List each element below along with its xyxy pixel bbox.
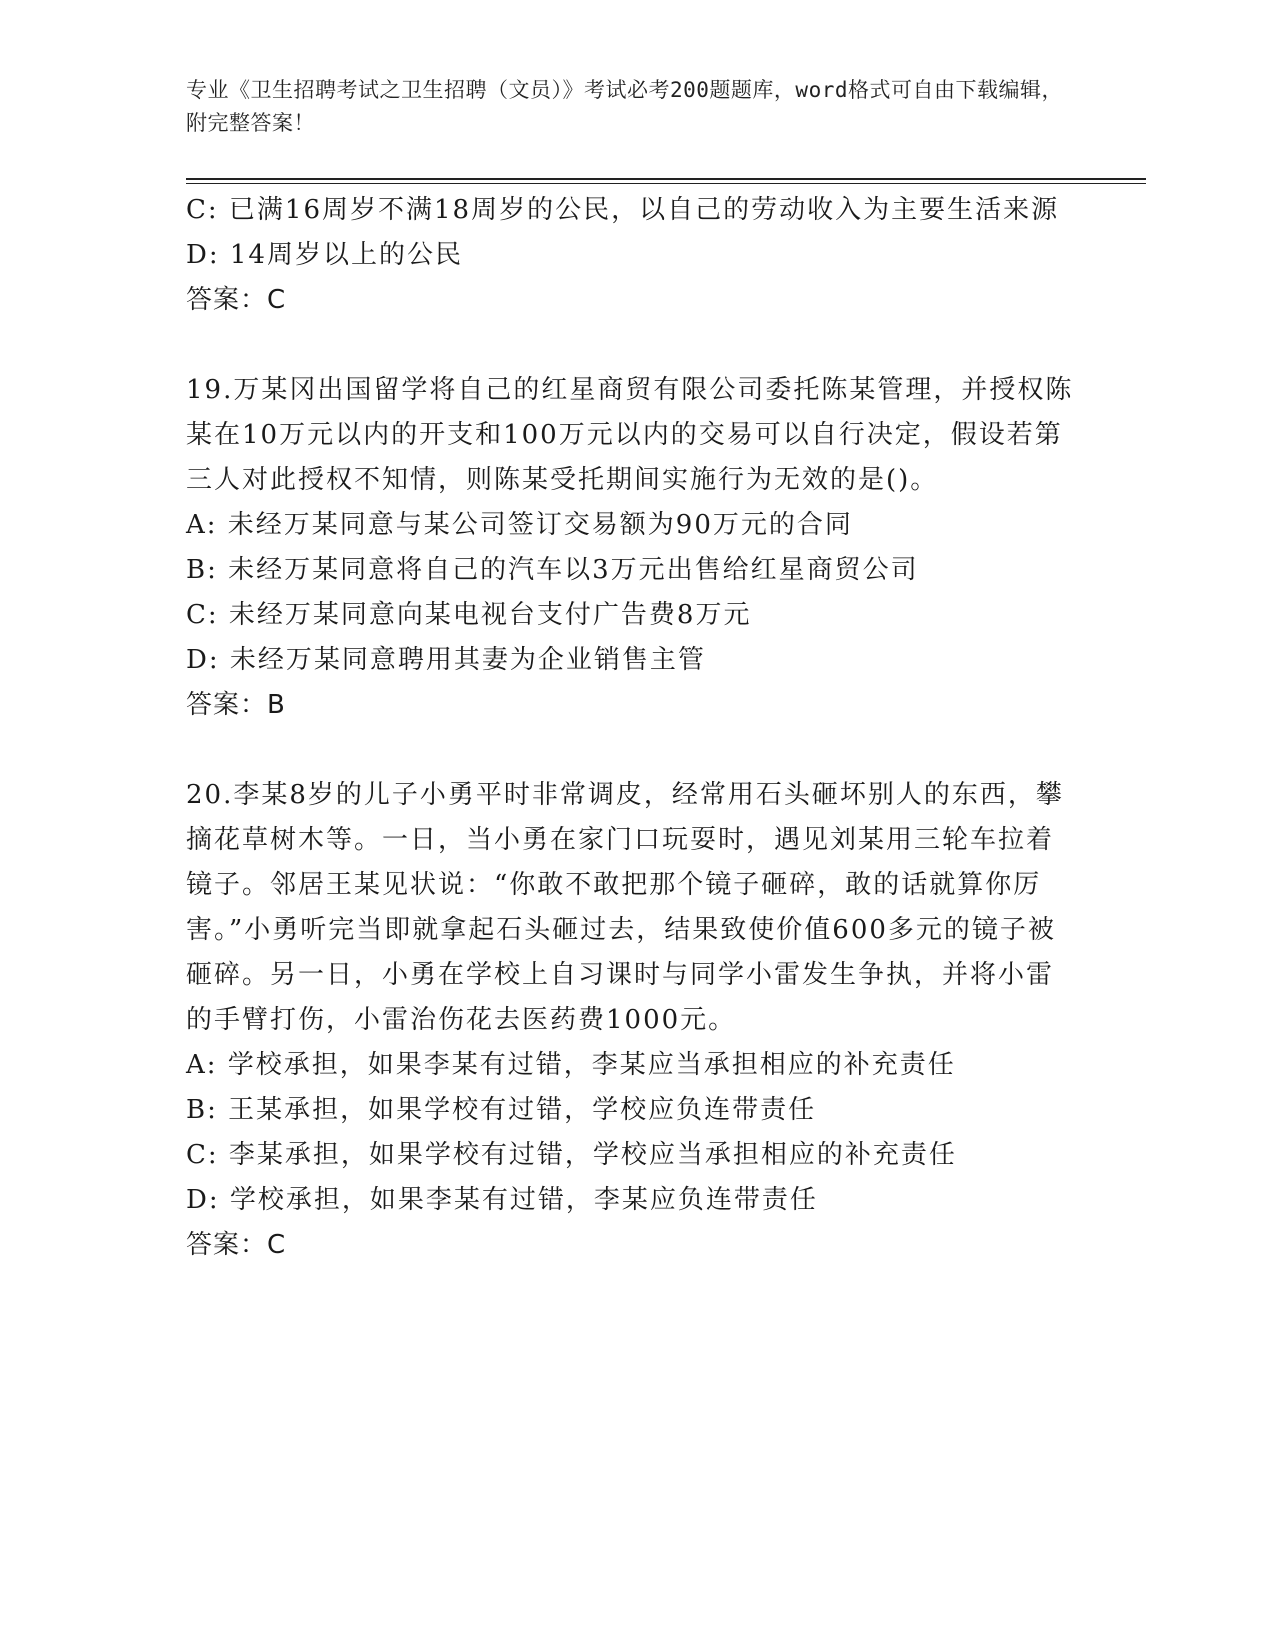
q20-option-b: B: 王某承担，如果学校有过错，学校应负连带责任 <box>186 1095 817 1125</box>
q18-answer: 答案：C <box>186 285 287 315</box>
header-text: 专业《卫生招聘考试之卫生招聘（文员）》考试必考200题题库，word格式可自由下载编辑，附完整答案！ <box>186 78 1063 135</box>
spacer <box>186 323 1076 368</box>
q19-answer: 答案：B <box>186 690 286 720</box>
question-20 <box>186 773 1076 1268</box>
q18-option-c: C: 已满16周岁不满18周岁的公民，以自己的劳动收入为主要生活来源 <box>186 195 1060 225</box>
spacer <box>186 728 1076 773</box>
document-body <box>186 188 1076 1268</box>
q20-option-a: A: 学校承担，如果李某有过错，李某应当承担相应的补充责任 <box>186 1050 956 1080</box>
header-divider-thin <box>186 183 1146 184</box>
page-header <box>186 74 1066 140</box>
q20-stem: 20.李某8岁的儿子小勇平时非常调皮，经常用石头砸坏别人的东西，攀摘花草树木等。一日，当小勇在家门口玩耍时，遇见刘某用三轮车拉着镜子。邻居王某见状说：“你敢不敢把那个镜子砸碎，敢的话就算你厉害。”小勇听完当即就拿起石头砸过去，结果致使价值600多元的镜子被砸碎。另一日，小勇在学校上自习课时与同学小雷发生争执，并将小雷的手臂打伤，小雷治伤花去医药费1000元。 <box>186 780 1064 1035</box>
question-19 <box>186 368 1076 728</box>
q19-option-c: C: 未经万某同意向某电视台支付广告费8万元 <box>186 600 752 630</box>
header-divider-thick <box>186 178 1146 180</box>
q18-option-d: D: 14周岁以上的公民 <box>186 240 463 270</box>
q19-option-d: D: 未经万某同意聘用其妻为企业销售主管 <box>186 645 706 675</box>
q19-option-a: A: 未经万某同意与某公司签订交易额为90万元的合同 <box>186 510 853 540</box>
q20-answer: 答案：C <box>186 1230 287 1260</box>
q19-option-b: B: 未经万某同意将自己的汽车以3万元出售给红星商贸公司 <box>186 555 919 585</box>
q19-stem: 19.万某冈出国留学将自己的红星商贸有限公司委托陈某管理，并授权陈某在10万元以内的开支和100万元以内的交易可以自行决定，假设若第三人对此授权不知情，则陈某受托期间实施行为无效的是()。 <box>186 375 1074 495</box>
question-18-continued <box>186 188 1076 323</box>
q20-option-c: C: 李某承担，如果学校有过错，学校应当承担相应的补充责任 <box>186 1140 957 1170</box>
q20-option-d: D: 学校承担，如果李某有过错，李某应负连带责任 <box>186 1185 818 1215</box>
